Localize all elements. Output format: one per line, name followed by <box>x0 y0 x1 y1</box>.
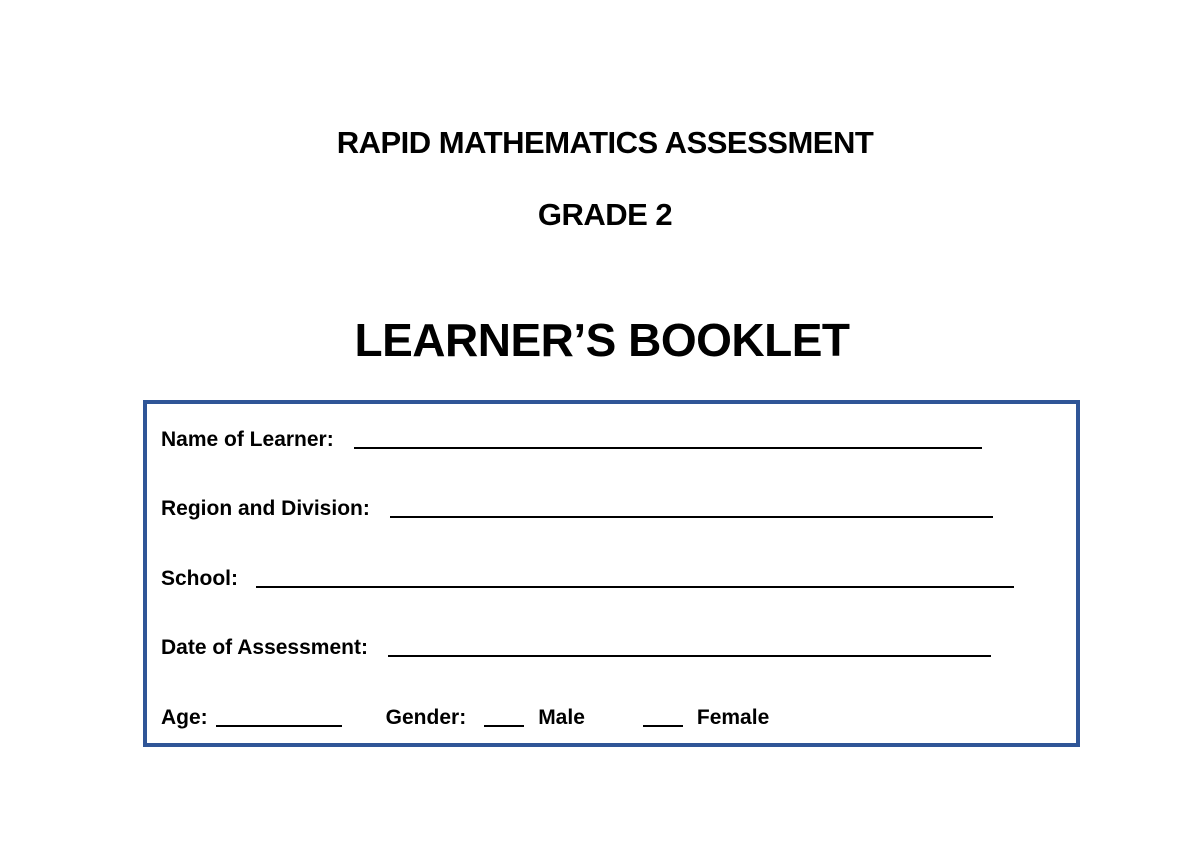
grade-heading: GRADE 2 <box>537 197 673 232</box>
female-checkbox-blank[interactable] <box>643 705 683 727</box>
date-label: Date of Assessment: <box>161 636 368 659</box>
female-label: Female <box>696 706 770 729</box>
age-blank[interactable] <box>216 705 342 727</box>
assessment-heading: RAPID MATHEMATICS ASSESSMENT <box>336 125 874 160</box>
male-label: Male <box>538 706 585 729</box>
date-row <box>161 632 991 661</box>
date-blank[interactable] <box>388 635 991 657</box>
booklet-title: LEARNER’S BOOKLET <box>354 314 850 366</box>
region-row <box>161 493 993 522</box>
region-label: Region and Division: <box>161 497 370 520</box>
school-label: School: <box>161 567 238 590</box>
learner-info-box <box>143 400 1080 747</box>
age-label: Age: <box>161 706 208 729</box>
name-label: Name of Learner: <box>161 428 334 451</box>
name-blank[interactable] <box>354 427 982 449</box>
school-blank[interactable] <box>256 566 1014 588</box>
male-checkbox-blank[interactable] <box>484 705 524 727</box>
gender-label: Gender: <box>385 706 467 729</box>
age-gender-row <box>161 702 769 731</box>
school-row <box>161 563 1014 592</box>
region-blank[interactable] <box>390 496 993 518</box>
name-row <box>161 424 982 453</box>
